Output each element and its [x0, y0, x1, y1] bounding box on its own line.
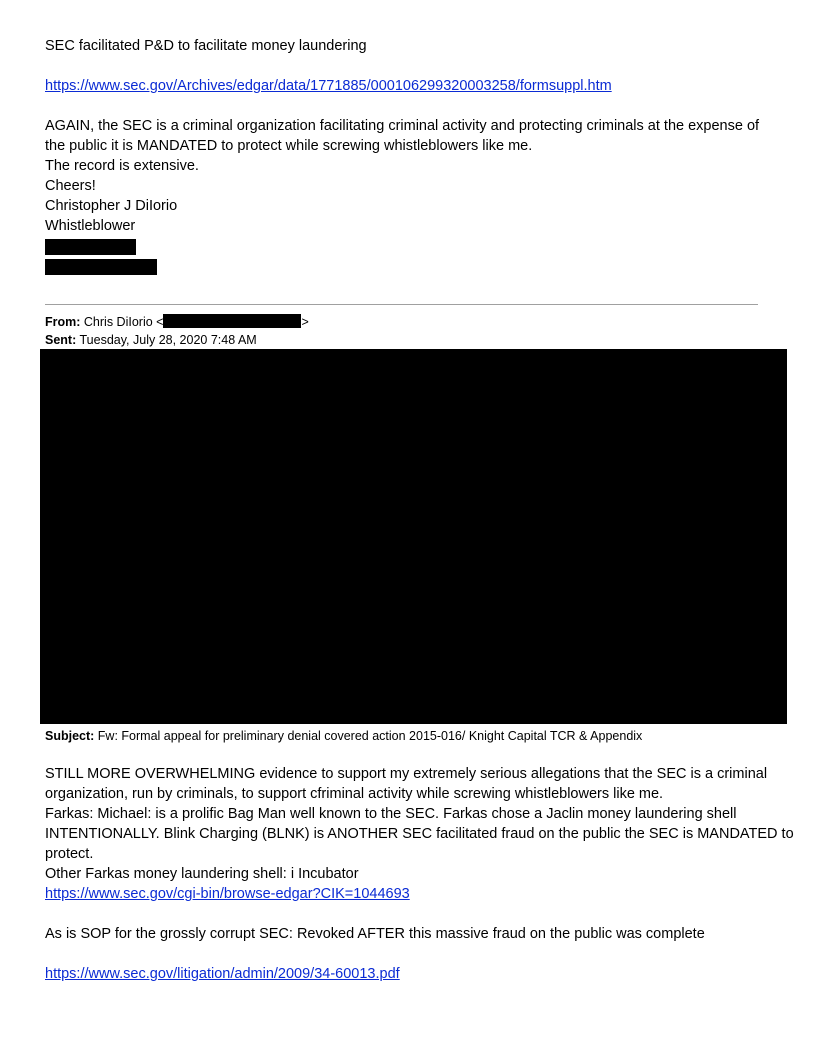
- paragraph-line: protect.: [45, 846, 94, 862]
- paragraph-line: organization, run by criminals, to support cfriminal activity while screwing whistleblowers like me.: [45, 786, 664, 802]
- litigation-pdf-link[interactable]: https://www.sec.gov/litigation/admin/2009/34-60013.pdf: [45, 966, 400, 982]
- subject-value: Fw: Formal appeal for preliminary denial covered action 2015-016/ Knight Capital TCR & Appendix: [97, 729, 643, 743]
- paragraph-line: the public it is MANDATED to protect while screwing whistleblowers like me.: [45, 138, 533, 154]
- record-line: The record is extensive.: [45, 158, 199, 174]
- paragraph-line: AGAIN, the SEC is a criminal organization facilitating criminal activity and protecting criminals at the expense of: [45, 118, 760, 134]
- redaction-block: [45, 259, 157, 275]
- paragraph-line: Other Farkas money laundering shell: i Incubator: [45, 866, 359, 882]
- email-heading: SEC facilitated P&D to facilitate money laundering: [45, 38, 367, 54]
- subject-label: Subject:: [45, 729, 95, 743]
- sent-line: [45, 332, 257, 348]
- from-value: Chris DiIorio <: [83, 315, 164, 329]
- divider: [45, 304, 758, 305]
- from-line: [45, 314, 309, 330]
- sent-label: Sent:: [45, 333, 77, 347]
- sent-value: Tuesday, July 28, 2020 7:48 AM: [79, 333, 257, 347]
- edgar-cik-link[interactable]: https://www.sec.gov/cgi-bin/browse-edgar?CIK=1044693: [45, 886, 410, 902]
- closing-line: Cheers!: [45, 178, 96, 194]
- paragraph-line: INTENTIONALLY. Blink Charging (BLNK) is ANOTHER SEC facilitated fraud on the public the SEC is MANDATED to: [45, 826, 794, 842]
- from-close: >: [301, 315, 309, 329]
- signature-title: Whistleblower: [45, 218, 136, 234]
- edgar-link[interactable]: https://www.sec.gov/Archives/edgar/data/1771885/000106299320003258/formsuppl.htm: [45, 78, 612, 94]
- signature-name: Christopher J DiIorio: [45, 198, 178, 214]
- subject-line: [45, 728, 642, 744]
- paragraph-line: Farkas: Michael: is a prolific Bag Man well known to the SEC. Farkas chose a Jaclin money laundering shell: [45, 806, 737, 822]
- paragraph-line: As is SOP for the grossly corrupt SEC: Revoked AFTER this massive fraud on the public was complete: [45, 926, 705, 942]
- redaction-block: [45, 239, 136, 255]
- redacted-email: [163, 314, 301, 328]
- paragraph-line: STILL MORE OVERWHELMING evidence to support my extremely serious allegations that the SEC is a criminal: [45, 766, 768, 782]
- redaction-block-large: [40, 349, 787, 724]
- from-label: From:: [45, 315, 81, 329]
